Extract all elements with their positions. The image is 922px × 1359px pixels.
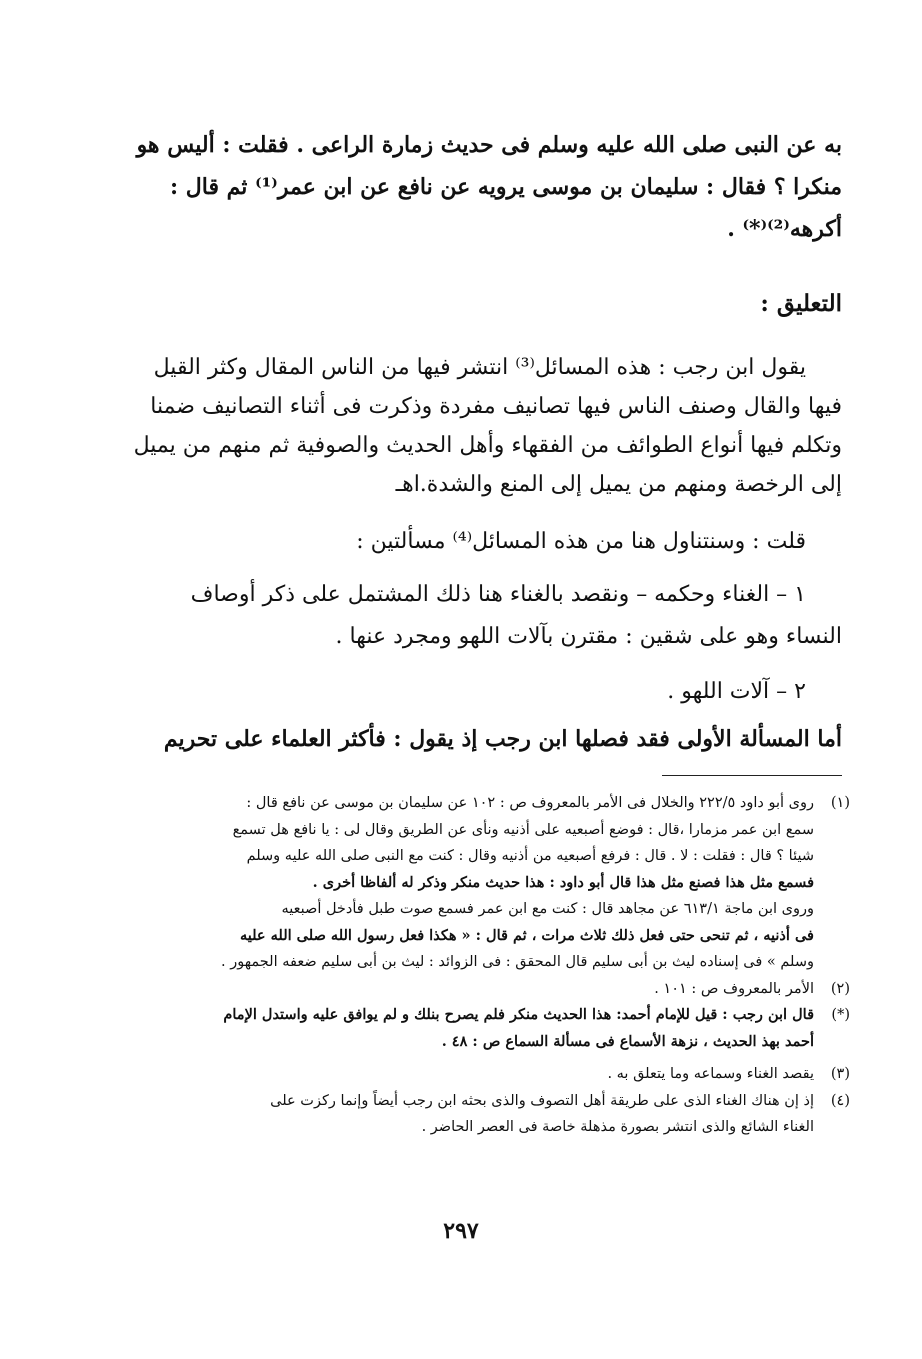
text-line: أكرهه⁽²⁾⁽*⁾ .	[727, 216, 842, 242]
list-item-2	[80, 672, 842, 711]
footnote-3	[56, 1061, 850, 1088]
footnote-number: (٤)	[830, 1092, 850, 1109]
section-heading: التعليق :	[760, 290, 842, 317]
footnote-line: يقصد الغناء وسماعه وما يتعلق به .	[607, 1066, 814, 1082]
text-line: به عن النبى صلى الله عليه وسلم فى حديث زمارة الراعى . فقلت : أليس هو	[136, 132, 842, 158]
paragraph-two-issues	[80, 522, 842, 561]
text-line: فيها والقال وصنف الناس فيها تصانيف مفردة وذكرت فى أثناء التصانيف ضمنا	[150, 394, 842, 419]
page-number: ٢٩٧	[443, 1218, 479, 1244]
footnote-line: فى أذنيه ، ثم تنحى حتى فعل ذلك ثلاث مرات ، ثم قال : « هكذا فعل رسول الله صلى الله عليه	[239, 926, 814, 944]
text-line: يقول ابن رجب : هذه المسائل⁽³⁾ انتشر فيها من الناس المقال وكثر القيل	[153, 355, 806, 380]
footnote-line: الغناء الشائع والذى انتشر بصورة مذهلة خاصة فى العصر الحاضر .	[421, 1119, 814, 1135]
footnote-4	[56, 1088, 850, 1141]
footnote-line: أحمد بهذ الحديث ، نزهة الأسماع فى مسألة السماع ص : ٤٨ .	[441, 1032, 814, 1050]
footnote-number: (٣)	[830, 1066, 850, 1082]
footnote-1	[56, 790, 850, 976]
footnote-line: روى أبو داود ٢٢٢/٥ والخلال فى الأمر بالمعروف ص : ١٠٢ عن سليمان بن موسى عن نافع قال :	[246, 795, 814, 811]
text-line: أما المسألة الأولى فقد فصلها ابن رجب إذ يقول : فأكثر العلماء على تحريم	[163, 726, 842, 752]
continued-text-block	[80, 124, 842, 250]
footnote-line: سمع ابن عمر مزمارا ،قال : فوضع أصبعيه على أذنيه ونأى عن الطريق وقال لى : يا نافع هل تسمع	[232, 821, 814, 838]
footnote-2	[56, 976, 850, 1003]
footnote-number: (١)	[830, 795, 850, 811]
text-line: النساء وهو على شقين : مقترن بآلات اللهو ومجرد عنها .	[335, 624, 842, 649]
footnotes	[56, 790, 850, 1141]
text-line: منكرا ؟ فقال : سليمان بن موسى يرويه عن نافع عن ابن عمر⁽¹⁾ ثم قال :	[170, 174, 842, 200]
paragraph-ibn-rajab	[80, 348, 842, 504]
footnote-star	[56, 1002, 850, 1055]
footnote-line: وسلم » فى إسناده ليث بن أبى سليم قال المحقق : فى الزوائد : ليث بن أبى سليم ضعفه الجمهور .	[221, 954, 814, 970]
text-line: ١ – الغناء وحكمه – ونقصد بالغناء هنا ذلك المشتمل على ذكر أوصاف	[190, 582, 806, 607]
footnote-line: فسمع مثل هذا فصنع مثل هذا قال أبو داود : هذا حديث منكر وذكر له ألفاظا أخرى .	[312, 873, 814, 891]
footnote-line: إذ إن هناك الغناء الذى على طريقة أهل التصوف والذى بحثه ابن رجب أيضاً وإنما ركزت على	[270, 1092, 814, 1109]
text-line: إلى الرخصة ومنهم من يميل إلى المنع والشدة.اهـ	[395, 472, 842, 497]
footnote-line: شيئا ؟ قال : فقلت : لا . قال : فرفع أصبعيه من أذنيه وقال : كنت مع النبى صلى الله عليه وسلم	[246, 848, 814, 864]
footnote-line: قال ابن رجب : قيل للإمام أحمد: هذا الحديث منكر فلم يصرح بنلك و لم يوافق عليه واستدل الإمام	[223, 1006, 814, 1023]
footnote-number: (*)	[831, 1007, 850, 1023]
text-line: وتكلم فيها أنواع الطوائف من الفقهاء وأهل الحديث والصوفية ثم منهم من يميل	[133, 433, 842, 458]
paragraph-first-issue	[80, 720, 842, 759]
footnote-number: (٢)	[830, 980, 850, 997]
text-line: ٢ – آلات اللهو .	[667, 679, 806, 704]
footnote-line: الأمر بالمعروف ص : ١٠١ .	[654, 980, 814, 997]
footnote-separator	[662, 775, 842, 776]
text-line: قلت : وسنتناول هنا من هذه المسائل⁽⁴⁾ مسألتين :	[356, 529, 806, 554]
list-item-1	[80, 574, 842, 658]
footnote-line: وروى ابن ماجة ٦١٣/١ عن مجاهد قال : كنت مع ابن عمر فسمع صوت طبل فأدخل أصبعيه	[281, 901, 814, 917]
